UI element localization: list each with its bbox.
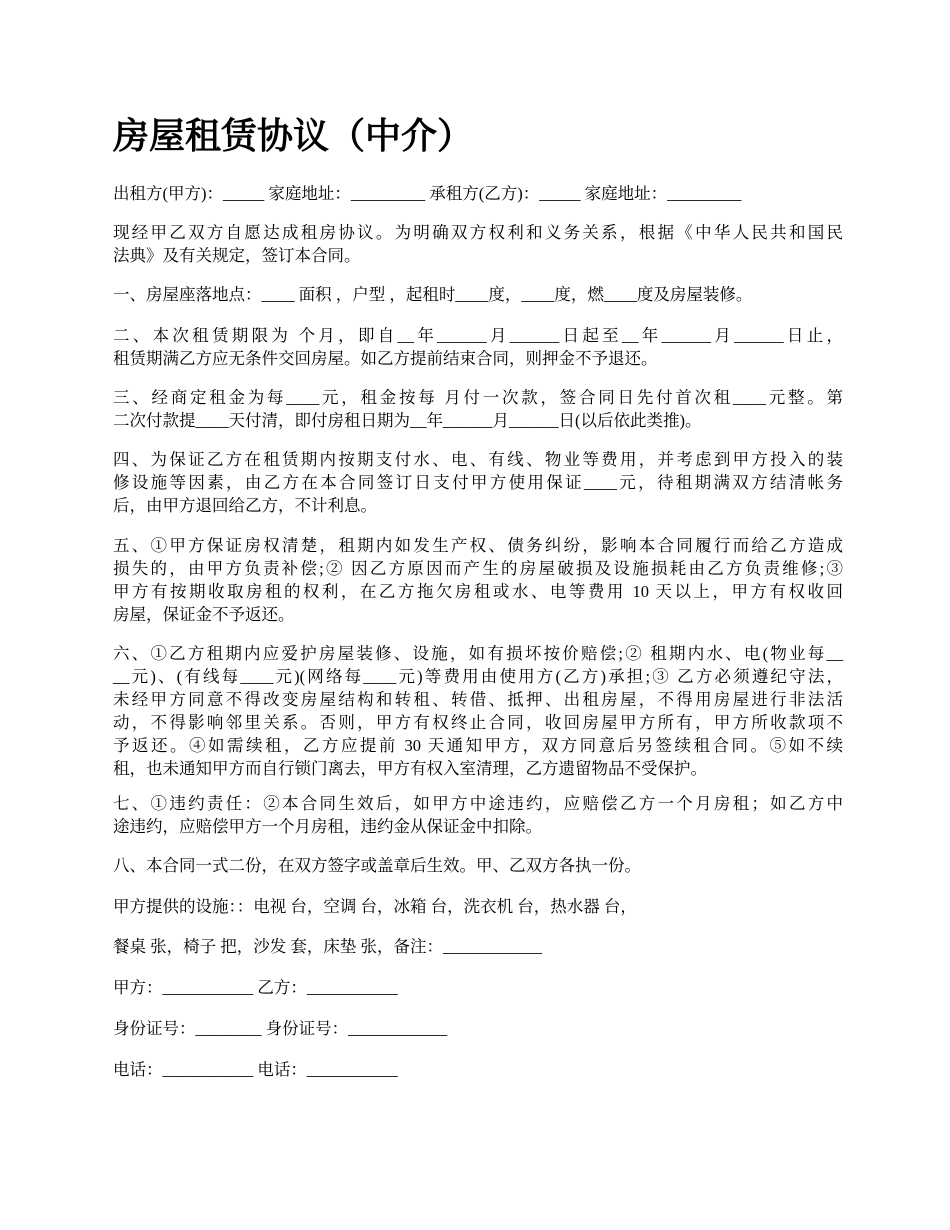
- clause-5-line-2: 损失的，由甲方负责补偿;② 因乙方原因而产生的房屋破损及设施损耗由乙方负责维修;③: [113, 559, 843, 578]
- clause-3-line-2: 二次付款提____天付清，即付房租日期为__年______月______日(以后依此类推)。: [113, 411, 702, 430]
- clause-7-line-2: 途违约，应赔偿甲方一个月房租，违约金从保证金中扣除。: [113, 817, 542, 836]
- clause-7: [113, 792, 843, 838]
- clause-2-line-1: 二、本次租赁期限为 个月，即自__年______月______日起至__年______月______日止，: [113, 326, 843, 345]
- phone-text: 电话：___________ 电话：___________: [113, 1060, 398, 1079]
- clause-6-line-6: 租，也未通知甲方而自行锁门离去，甲方有权入室清理，乙方遗留物品不受保护。: [113, 759, 707, 778]
- clause-8-text: 八、本合同一式二份，在双方签字或盖章后生效。甲、乙双方各执一份。: [113, 856, 641, 875]
- clause-4-line-1: 四、为保证乙方在租赁期内按期支付水、电、有线、物业等费用，并考虑到甲方投入的装: [113, 450, 843, 469]
- signature-line: [113, 976, 843, 999]
- clause-6-line-4: 动，不得影响邻里关系。否则，甲方有权终止合同，收回房屋甲方所有，甲方所收款项不: [113, 713, 843, 732]
- clause-5-line-1: 五、①甲方保证房权清楚，租期内如发生产权、债务纠纷，影响本合同履行而给乙方造成: [113, 536, 843, 555]
- facilities-text-1: 甲方提供的设施：：电视 台，空调 台，冰箱 台，洗衣机 台，热水器 台，: [113, 897, 637, 916]
- intro-line-1: 现经甲乙双方自愿达成租房协议。为明确双方权利和义务关系，根据《中华人民共和国民: [113, 223, 843, 242]
- phone-line: [113, 1058, 843, 1081]
- clause-8: [113, 854, 843, 877]
- clause-5-line-3: 甲方有按期收取房租的权利，在乙方拖欠房租或水、电等费用 10 天以上，甲方有权收回: [113, 582, 843, 601]
- clause-7-line-1: 七、①违约责任：②本合同生效后，如甲方中途违约，应赔偿乙方一个月房租；如乙方中: [113, 794, 843, 813]
- clause-1: [113, 283, 843, 306]
- clause-6-line-3: 未经甲方同意不得改变房屋结构和转租、转借、抵押、出租房屋，不得用房屋进行非法活: [113, 690, 843, 709]
- signature-text: 甲方：___________ 乙方：___________: [113, 978, 398, 997]
- clause-2-line-2: 租赁期满乙方应无条件交回房屋。如乙方提前结束合同，则押金不予退还。: [113, 349, 658, 368]
- clause-6-line-2: __元)、(有线每____元)(网络每____元)等费用由使用方(乙方)承担;③ 乙方必须遵纪守法，: [113, 667, 843, 686]
- parties-text: 出租方(甲方)：_____ 家庭地址：_________ 承租方(乙方)：_____ 家庭地址：_________: [113, 184, 742, 203]
- clause-6-line-5: 予返还。④如需续租，乙方应提前 30 天通知甲方，双方同意后另签续租合同。⑤如不续: [113, 736, 843, 755]
- clause-1-line-1: 一、房屋座落地点：____ 面积 ，户型 ，起租时____度，____度，燃____度及房屋装修。: [113, 285, 753, 304]
- clause-5-line-4: 房屋，保证金不予返还。: [113, 605, 295, 624]
- clause-6: [113, 642, 843, 780]
- intro-paragraph: [113, 221, 843, 267]
- facilities-text-2: 餐桌 张，椅子 把，沙发 套，床垫 张，备注：____________: [113, 937, 542, 956]
- clause-4-line-3: 后，由甲方退回给乙方，不计利息。: [113, 496, 377, 515]
- document-title: 房屋租赁协议（中介）: [113, 116, 474, 156]
- facilities-line-1: [113, 895, 843, 918]
- id-number-text: 身份证号：________ 身份证号：____________: [113, 1019, 448, 1038]
- clause-6-line-1: 六、①乙方租期内应爱护房屋装修、设施，如有损坏按价赔偿;② 租期内水、电(物业每__: [113, 644, 843, 663]
- clause-4: [113, 448, 843, 517]
- id-number-line: [113, 1017, 843, 1040]
- clause-3: [113, 386, 843, 432]
- clause-2: [113, 324, 843, 370]
- clause-4-line-2: 修设施等因素，由乙方在本合同签订日支付甲方使用保证____元，待租期满双方结清帐务: [113, 473, 843, 492]
- facilities-line-2: [113, 935, 843, 958]
- clause-5: [113, 534, 843, 626]
- parties-line: [113, 182, 843, 205]
- intro-line-2: 法典》及有关规定，签订本合同。: [113, 246, 361, 265]
- clause-3-line-1: 三、经商定租金为每____元，租金按每 月付一次款，签合同日先付首次租____元整。第: [113, 388, 843, 407]
